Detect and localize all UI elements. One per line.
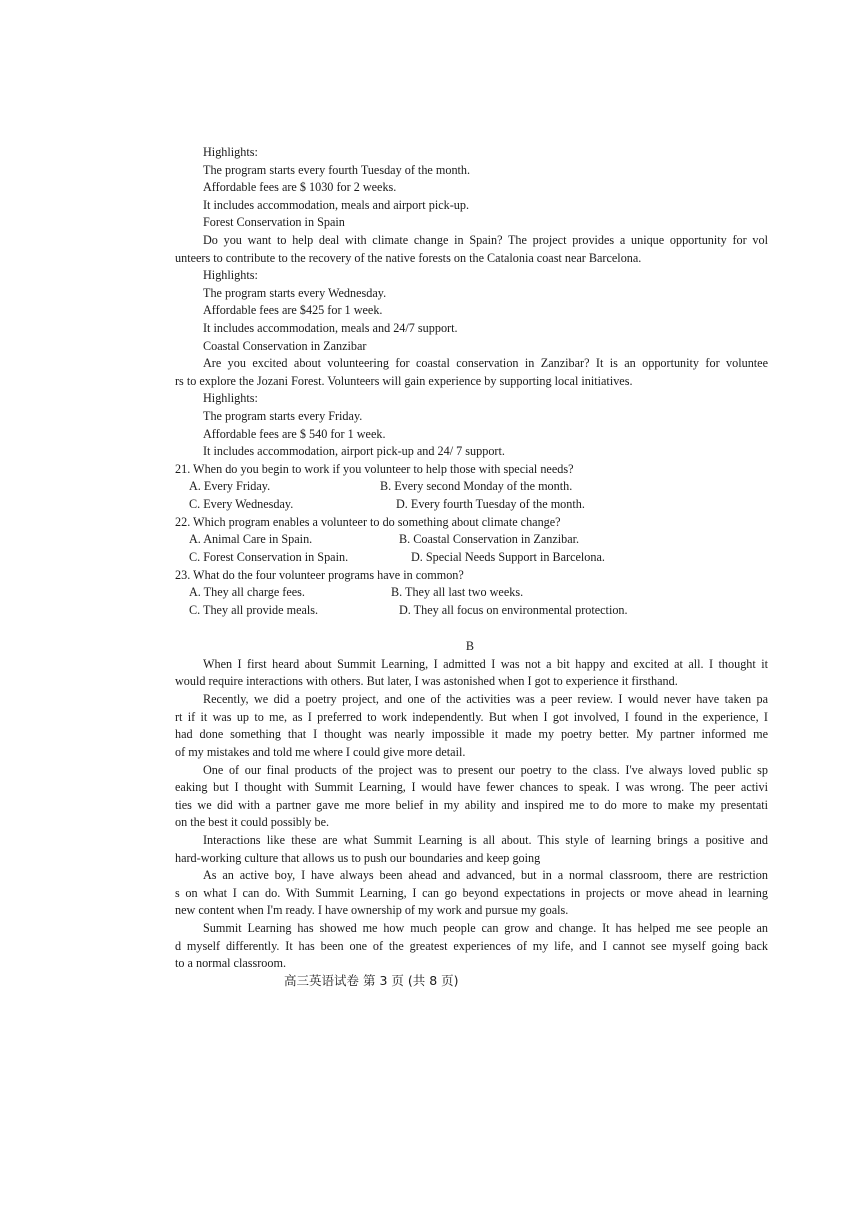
option-b: B. They all last two weeks. [391, 585, 524, 599]
text-line: The program starts every fourth Tuesday of the month. [203, 163, 471, 177]
option-c: C. They all provide meals. [189, 603, 319, 617]
text-line: The program starts every Friday. [203, 409, 363, 423]
text-line: Do you want to help deal with climate change in Spain? The project provides a unique opportunity for vol [203, 233, 768, 247]
text-line: Affordable fees are $425 for 1 week. [203, 303, 383, 317]
question-stem: 22. Which program enables a volunteer to do something about climate change? [175, 515, 561, 529]
section-heading: B [465, 639, 475, 653]
option-a: A. They all charge fees. [189, 585, 305, 599]
text-line: rt if it was up to me, as I preferred to work independently. But when I got involved, I found in the experience, I [175, 710, 768, 724]
option-d: D. They all focus on environmental protection. [399, 603, 628, 617]
option-d: D. Special Needs Support in Barcelona. [411, 550, 605, 564]
text-line: unteers to contribute to the recovery of the native forests on the Catalonia coast near Barcelona. [175, 251, 642, 265]
text-line: Affordable fees are $ 540 for 1 week. [203, 427, 386, 441]
text-line: It includes accommodation, airport pick-up and 24/ 7 support. [203, 444, 505, 458]
text-line: When I first heard about Summit Learning, I admitted I was not a bit happy and excited at all. I thought it [203, 657, 768, 671]
option-a: A. Animal Care in Spain. [189, 532, 313, 546]
program-title: Forest Conservation in Spain [203, 215, 345, 229]
text-line: Highlights: [203, 268, 258, 282]
text-line: s on what I can do. With Summit Learning, I can go beyond expectations in projects or move ahead in learning [175, 886, 768, 900]
text-line: Are you excited about volunteering for coastal conservation in Zanzibar? It is an opportunity for voluntee [203, 356, 768, 370]
text-line: It includes accommodation, meals and 24/7 support. [203, 321, 458, 335]
text-line: would require interactions with others. But later, I was astonished when I got to experience it firsthand. [175, 674, 678, 688]
page-footer: 高三英语试卷 第 3 页 (共 8 页) [284, 973, 459, 988]
program-title: Coastal Conservation in Zanzibar [203, 339, 367, 353]
text-line: As an active boy, I have always been ahead and advanced, but in a normal classroom, there are restriction [203, 868, 768, 882]
option-b: B. Coastal Conservation in Zanzibar. [399, 532, 580, 546]
text-line: rs to explore the Jozani Forest. Volunteers will gain experience by supporting local initiatives. [175, 374, 633, 388]
option-b: B. Every second Monday of the month. [380, 479, 573, 493]
option-c: C. Forest Conservation in Spain. [189, 550, 349, 564]
text-line: The program starts every Wednesday. [203, 286, 387, 300]
option-c: C. Every Wednesday. [189, 497, 294, 511]
question-stem: 21. When do you begin to work if you volunteer to help those with special needs? [175, 462, 574, 476]
text-line: Highlights: [203, 145, 258, 159]
text-line: d myself differently. It has been one of the greatest experiences of my life, and I cannot see myself going back [175, 939, 768, 953]
text-line: to a normal classroom. [175, 956, 287, 970]
text-line: hard-working culture that allows us to push our boundaries and keep going [175, 851, 541, 865]
text-line: of my mistakes and told me where I could give more detail. [175, 745, 466, 759]
question-stem: 23. What do the four volunteer programs have in common? [175, 568, 464, 582]
text-line: One of our final products of the project was to present our poetry to the class. I've always loved public sp [203, 763, 768, 777]
text-line: new content when I'm ready. I have ownership of my work and pursue my goals. [175, 903, 569, 917]
text-line: Summit Learning has showed me how much people can grow and change. It has helped me see people an [203, 921, 768, 935]
text-line: on the best it could possibly be. [175, 815, 330, 829]
text-line: ties we did with a partner gave me more belief in my ability and inspired me to do more to make my presentati [175, 798, 768, 812]
text-line: Highlights: [203, 391, 258, 405]
option-a: A. Every Friday. [189, 479, 271, 493]
text-line: Interactions like these are what Summit Learning is all about. This style of learning brings a positive and [203, 833, 768, 847]
text-line: Affordable fees are $ 1030 for 2 weeks. [203, 180, 397, 194]
text-line: eaking but I thought with Summit Learning, I would have fewer chances to speak. I was wrong. The peer activi [175, 780, 768, 794]
text-line: had done something that I thought was nearly impossible it made my poetry better. My partner informed me [175, 727, 768, 741]
text-line: Recently, we did a poetry project, and one of the activities was a peer review. I would never have taken pa [203, 692, 768, 706]
text-line: It includes accommodation, meals and airport pick-up. [203, 198, 470, 212]
option-d: D. Every fourth Tuesday of the month. [396, 497, 585, 511]
